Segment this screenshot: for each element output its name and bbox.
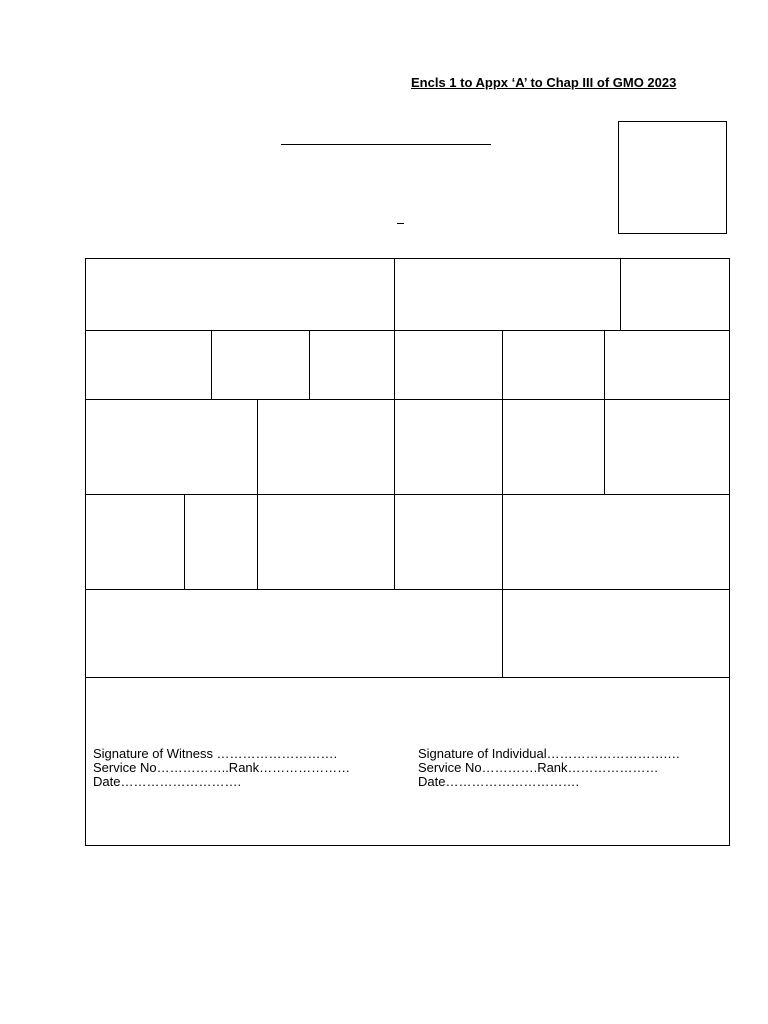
row4-divider-c bbox=[394, 494, 395, 589]
individual-date-label: Date…………………………. bbox=[418, 774, 580, 789]
row2-divider-d bbox=[502, 330, 503, 399]
row3-divider-a bbox=[257, 399, 258, 494]
row4-divider-b bbox=[257, 494, 258, 589]
row1-divider-a bbox=[394, 259, 395, 330]
row1-divider-b bbox=[620, 259, 621, 330]
row2-divider-b bbox=[309, 330, 310, 399]
row4-divider-d bbox=[502, 494, 503, 589]
row3-divider-c bbox=[502, 399, 503, 494]
row-separator-4 bbox=[86, 589, 729, 590]
row-separator-3 bbox=[86, 494, 729, 495]
row2-divider-e bbox=[604, 330, 605, 399]
witness-signature-label: Signature of Witness ………………………. bbox=[93, 746, 338, 761]
row3-divider-d bbox=[604, 399, 605, 494]
row4-divider-a bbox=[184, 494, 185, 589]
row-separator-2 bbox=[86, 399, 729, 400]
witness-service-rank-label: Service No……………..Rank………………… bbox=[93, 760, 351, 775]
form-table bbox=[85, 258, 730, 846]
name-underline bbox=[281, 144, 491, 145]
row-separator-1 bbox=[86, 330, 729, 331]
photo-box bbox=[618, 121, 727, 234]
row-separator-5 bbox=[86, 677, 729, 678]
row2-divider-c bbox=[394, 330, 395, 399]
row2-divider-a bbox=[211, 330, 212, 399]
row5-divider-a bbox=[502, 589, 503, 677]
witness-date-label: Date………………………. bbox=[93, 774, 242, 789]
individual-service-rank-label: Service No………….Rank………………… bbox=[418, 760, 659, 775]
individual-signature-block bbox=[418, 747, 680, 789]
reference-header: Encls 1 to Appx ‘A’ to Chap III of GMO 2023 bbox=[411, 75, 677, 90]
small-dash-mark bbox=[397, 223, 404, 224]
individual-signature-label: Signature of Individual……………………….… bbox=[418, 746, 681, 761]
row3-divider-b bbox=[394, 399, 395, 494]
witness-signature-block bbox=[93, 747, 350, 789]
